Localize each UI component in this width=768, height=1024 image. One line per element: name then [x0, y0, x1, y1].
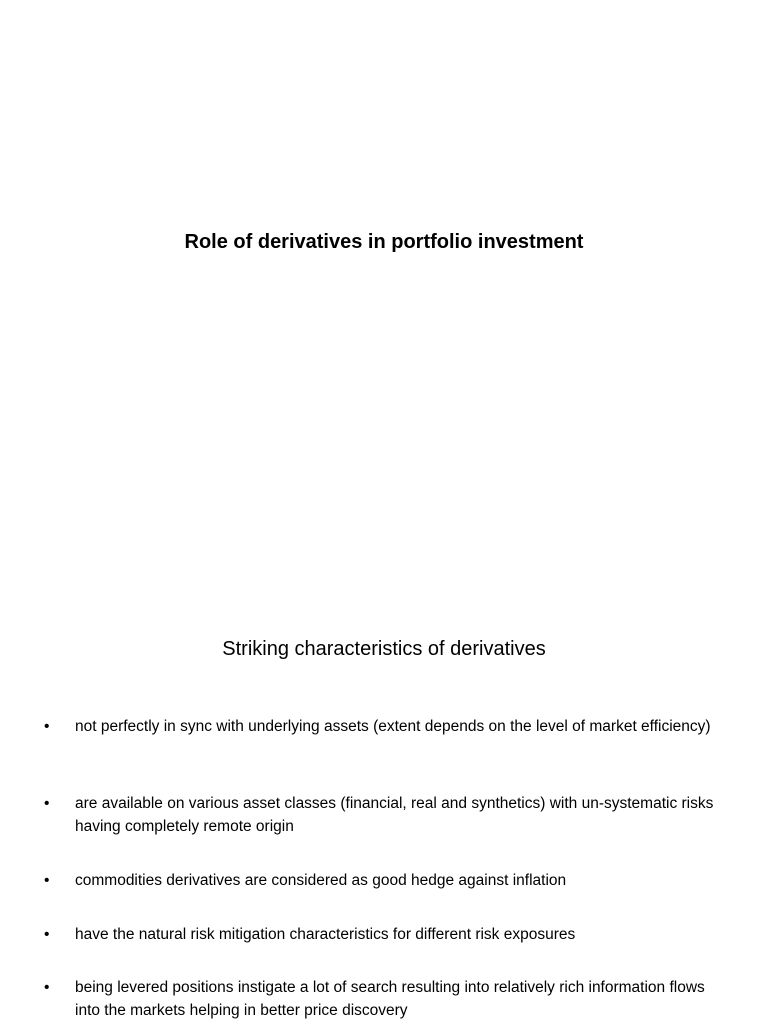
- list-item: [44, 923, 724, 946]
- bullet-text: being levered positions instigate a lot of search resulting into relatively rich information flows into the markets helping in better price discovery: [75, 979, 705, 1019]
- bullet-icon: •: [44, 926, 50, 943]
- content-slide: [0, 512, 768, 1024]
- list-item: [44, 792, 724, 838]
- bullet-text: not perfectly in sync with underlying assets (extent depends on the level of market efficiency): [75, 718, 711, 735]
- list-item: [44, 869, 724, 892]
- bullet-icon: •: [44, 872, 50, 889]
- bullet-icon: •: [44, 795, 50, 812]
- bullet-icon: •: [44, 718, 50, 735]
- list-item: [44, 715, 724, 738]
- list-item: [44, 976, 724, 1022]
- section-heading: Striking characteristics of derivatives: [222, 638, 546, 660]
- bullet-text: have the natural risk mitigation characteristics for different risk exposures: [75, 926, 576, 943]
- page-title: Role of derivatives in portfolio investment: [184, 231, 584, 253]
- bullet-text: are available on various asset classes (financial, real and synthetics) with un-systematic risks having completely remote origin: [75, 795, 714, 835]
- bullet-text: commodities derivatives are considered as good hedge against inflation: [75, 872, 567, 889]
- bullet-icon: •: [44, 979, 50, 996]
